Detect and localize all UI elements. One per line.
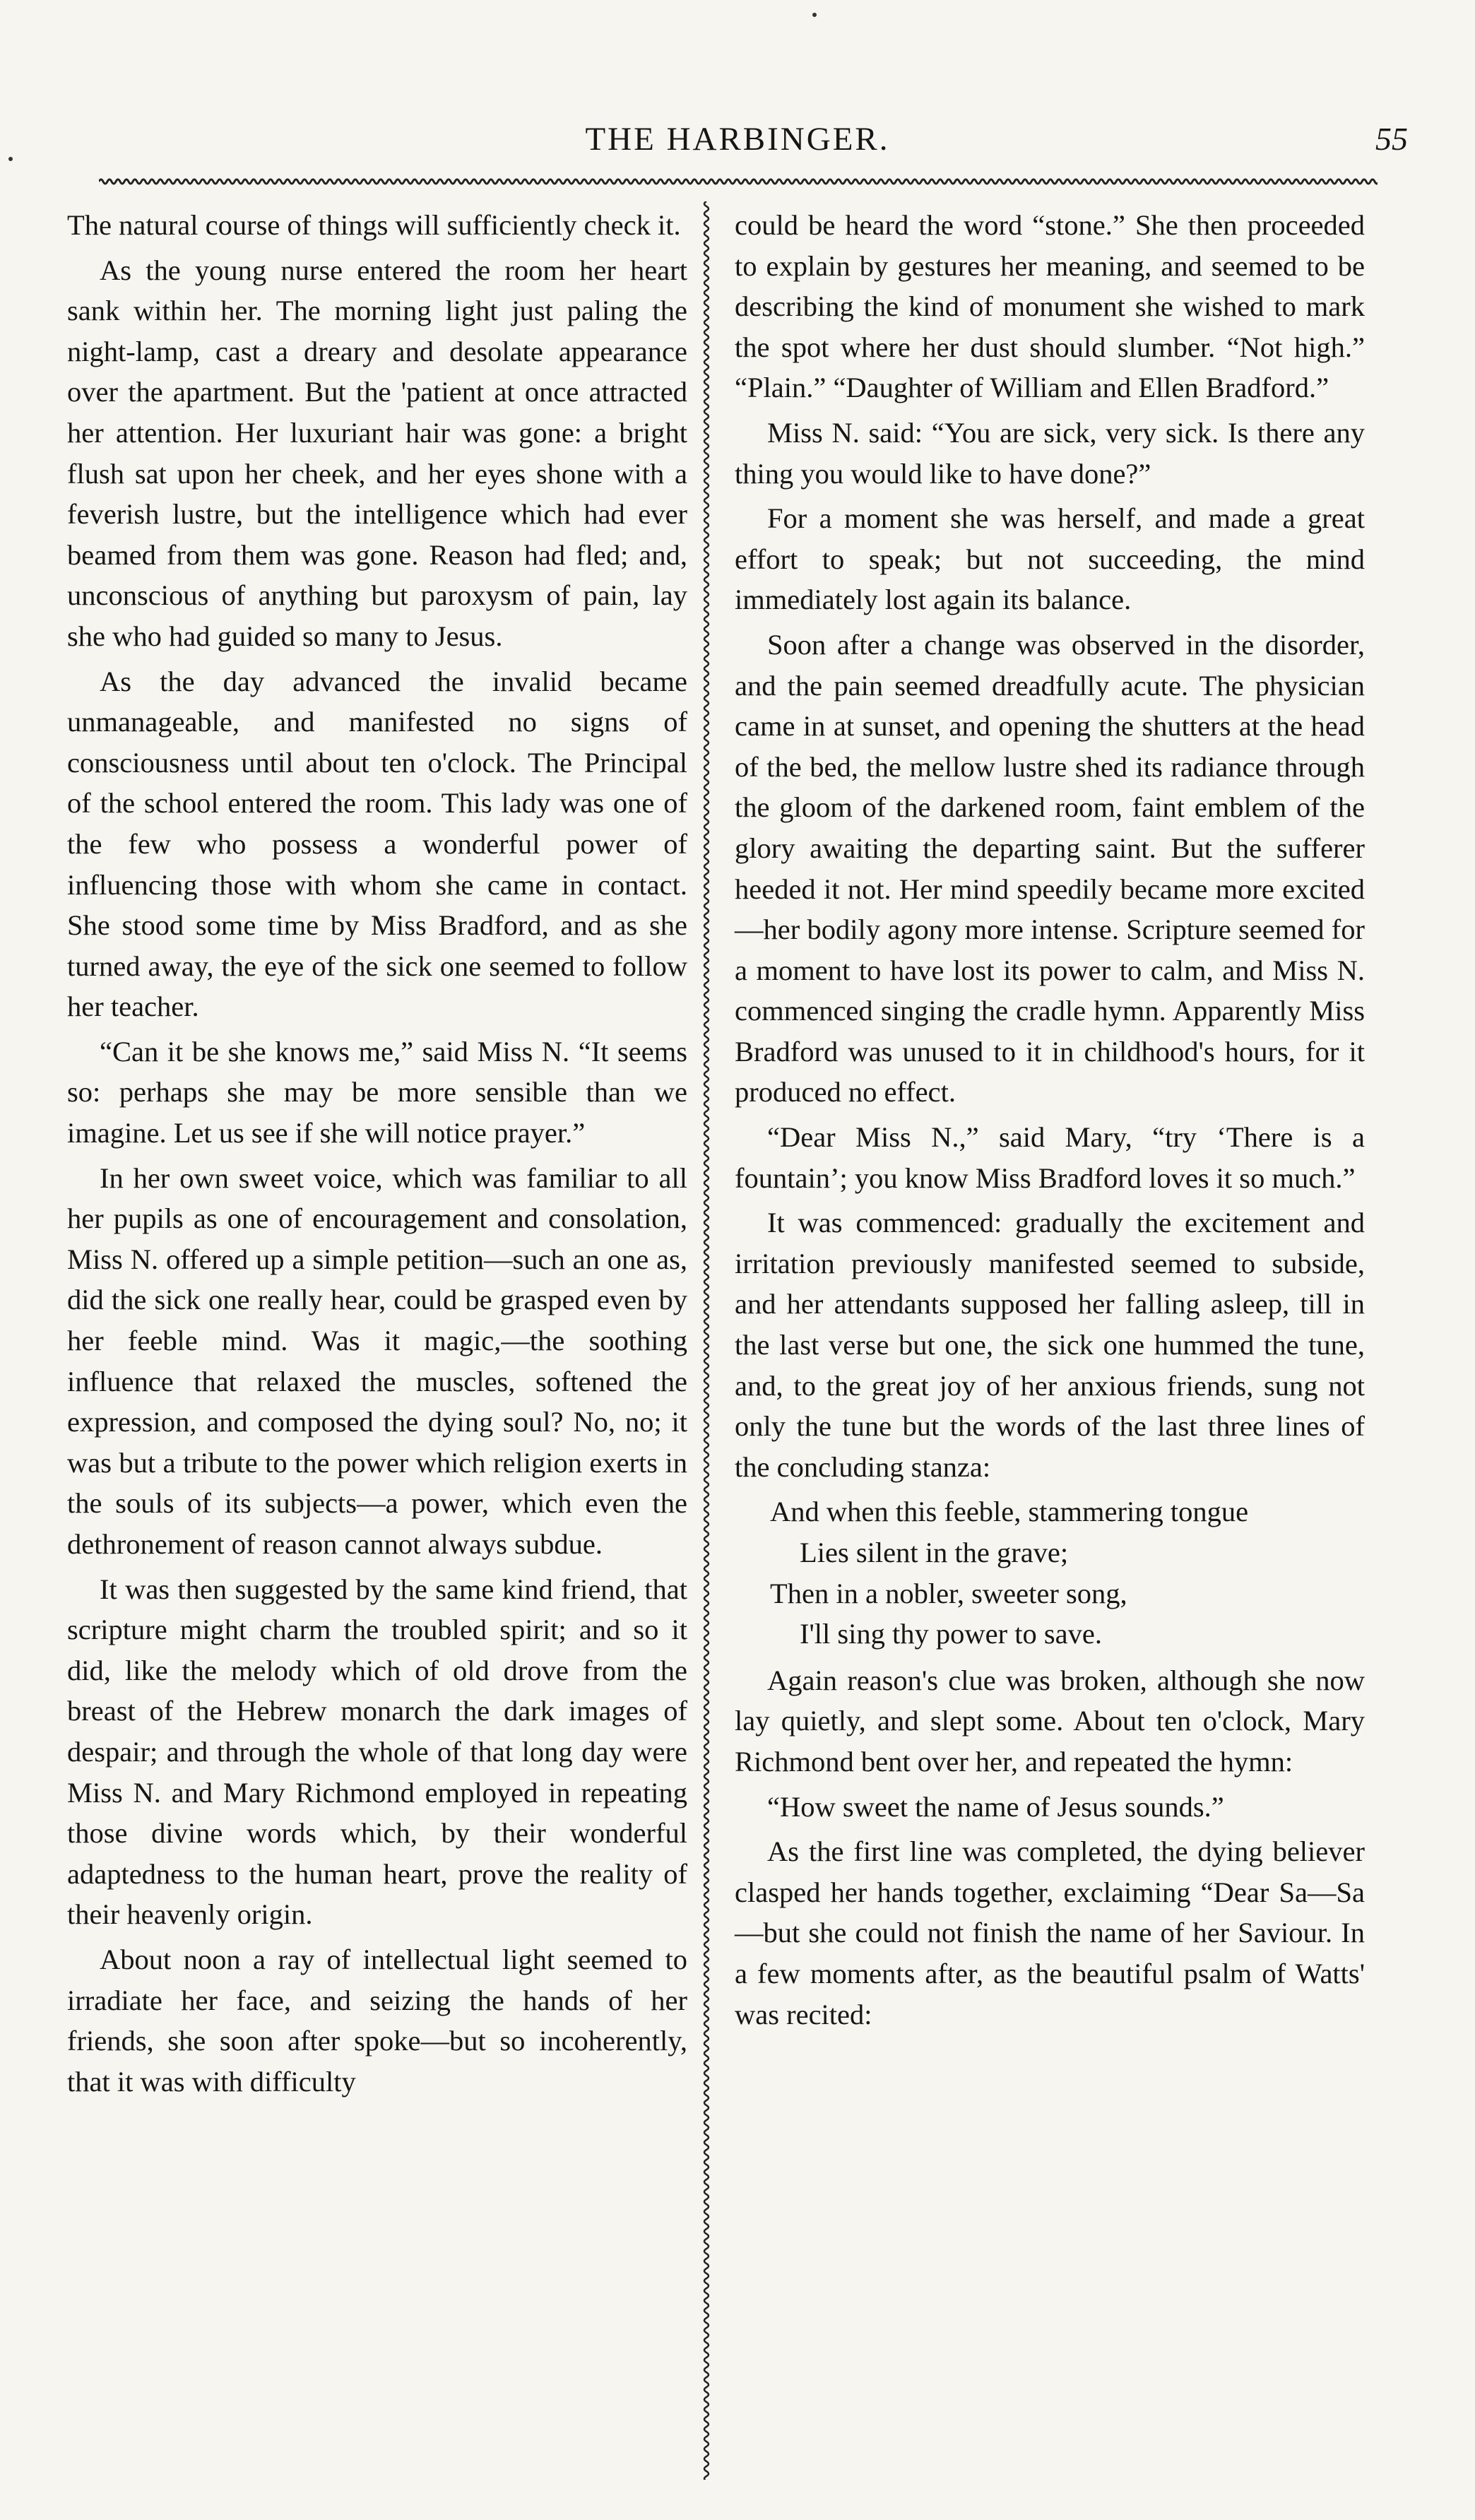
paragraph: “Dear Miss N.,” said Mary, “try ‘There is a fountain’; you know Miss Bradford loves it so much.” xyxy=(735,1121,1365,1194)
paragraph: In her own sweet voice, which was familiar to all her pupils as one of encouragement and consolation, Miss N. offered up a simple petition—such an one as, did the sick one really hear, could be grasped even by her feeble mind. Was it magic,—the soothing influence that relaxed the muscles, softened the expression, and composed the dying soul? No, no; it was but a tribute to the power which religion exerts in the souls of its subjects—a power, which even the dethronement of reason cannot always subdue. xyxy=(67,1161,687,1560)
wavy-column-divider xyxy=(696,201,717,2480)
paragraph: It was then suggested by the same kind friend, that scripture might charm the troubled spirit; and so it did, like the melody which of old drove from the breast of the Hebrew monarch the dark images of despair; and through the whole of that long day were Miss N. and Mary Richmond employed in repeating those divine words which, by their wonderful adaptedness to the human heart, prove the reality of their heavenly origin. xyxy=(67,1573,687,1931)
right-column xyxy=(735,205,1365,2039)
print-speck-top xyxy=(812,13,817,17)
left-column xyxy=(67,205,687,2106)
paragraph: As the young nurse entered the room her heart sank within her. The morning light just paling the night-lamp, cast a dreary and desolate appearance over the apartment. But the 'patient at once attracted her attention. Her luxuriant hair was gone: a bright flush sat upon her cheek, and her eyes shone with a feverish lustre, but the intelligence which had ever beamed from them was gone. Reason had fled; and, unconscious of anything but paroxysm of pain, lay she who had guided so many to Jesus. xyxy=(67,254,687,652)
paragraph: As the first line was completed, the dying believer clasped her hands together, exclaiming “Dear Sa—Sa—but she could not finish the name of her Saviour. In a few moments after, as the beautiful psalm of Watts' was recited: xyxy=(735,1835,1365,2030)
paragraph: could be heard the word “stone.” She then proceeded to explain by gestures her meaning, and seemed to be describing the kind of monument she wished to mark the spot where her dust should slumber. “Not high.” “Plain.” “Daughter of William and Ellen Bradford.” xyxy=(735,209,1365,404)
poem-line: Then in a nobler, sweeter song, xyxy=(770,1577,1127,1609)
hymn-stanza xyxy=(770,1491,1365,1654)
wavy-header-rule xyxy=(99,177,1378,187)
paragraph: Miss N. said: “You are sick, very sick. Is there any thing you would like to have done?” xyxy=(735,416,1365,490)
paragraph: Soon after a change was observed in the disorder, and the pain seemed dreadfully acute. The physician came in at sunset, and opening the shutters at the head of the bed, the mellow lustre shed its radiance through the gloom of the darkened room, faint emblem of the glory awaiting the departing saint. But the sufferer heeded it not. Her mind speedily became more excited—her bodily agony more intense. Scripture seemed for a moment to have lost its power to calm, and Miss N. commenced singing the cradle hymn. Apparently Miss Bradford was unused to it in childhood's hours, for it produced no effect. xyxy=(735,628,1365,1108)
poem-line: I'll sing thy power to save. xyxy=(800,1618,1102,1650)
poem-line: And when this feeble, stammering tongue xyxy=(770,1496,1249,1528)
page-number: 55 xyxy=(1375,121,1408,157)
paragraph: For a moment she was herself, and made a great effort to speak; but not succeeding, the mind immediately lost again its balance. xyxy=(735,502,1365,616)
hymn-title-line: “How sweet the name of Jesus sounds.” xyxy=(767,1790,1224,1823)
print-speck-left xyxy=(8,157,13,161)
paragraph: Again reason's clue was broken, although she now lay quietly, and slept some. About ten o'clock, Mary Richmond bent over her, and repeated the hymn: xyxy=(735,1664,1365,1777)
paragraph: The natural course of things will sufficiently check it. xyxy=(67,209,681,241)
poem-line: Lies silent in the grave; xyxy=(800,1537,1069,1568)
paragraph: As the day advanced the invalid became unmanageable, and manifested no signs of consciousness until about ten o'clock. The Principal of the school entered the room. This lady was one of the few who possess a wonderful power of influencing those with whom she came in contact. She stood some time by Miss Bradford, and as she turned away, the eye of the sick one seemed to follow her teacher. xyxy=(67,665,687,1023)
paragraph: It was commenced: gradually the excitement and irritation previously manifested seemed to subside, and her attendants supposed her falling asleep, till in the last verse but one, the sick one hummed the tune, and, to the great joy of her anxious friends, sung not only the tune but the words of the last three lines of the concluding stanza: xyxy=(735,1207,1365,1483)
paragraph: About noon a ray of intellectual light seemed to irradiate her face, and seizing the hands of her friends, she soon after spoke—but so incoherently, that it was with difficulty xyxy=(67,1943,687,2098)
paragraph: “Can it be she knows me,” said Miss N. “It seems so: perhaps she may be more sensible than we imagine. Let us see if she will notice prayer.” xyxy=(67,1035,687,1149)
page-header xyxy=(67,120,1408,170)
running-title: THE HARBINGER. xyxy=(585,121,890,158)
